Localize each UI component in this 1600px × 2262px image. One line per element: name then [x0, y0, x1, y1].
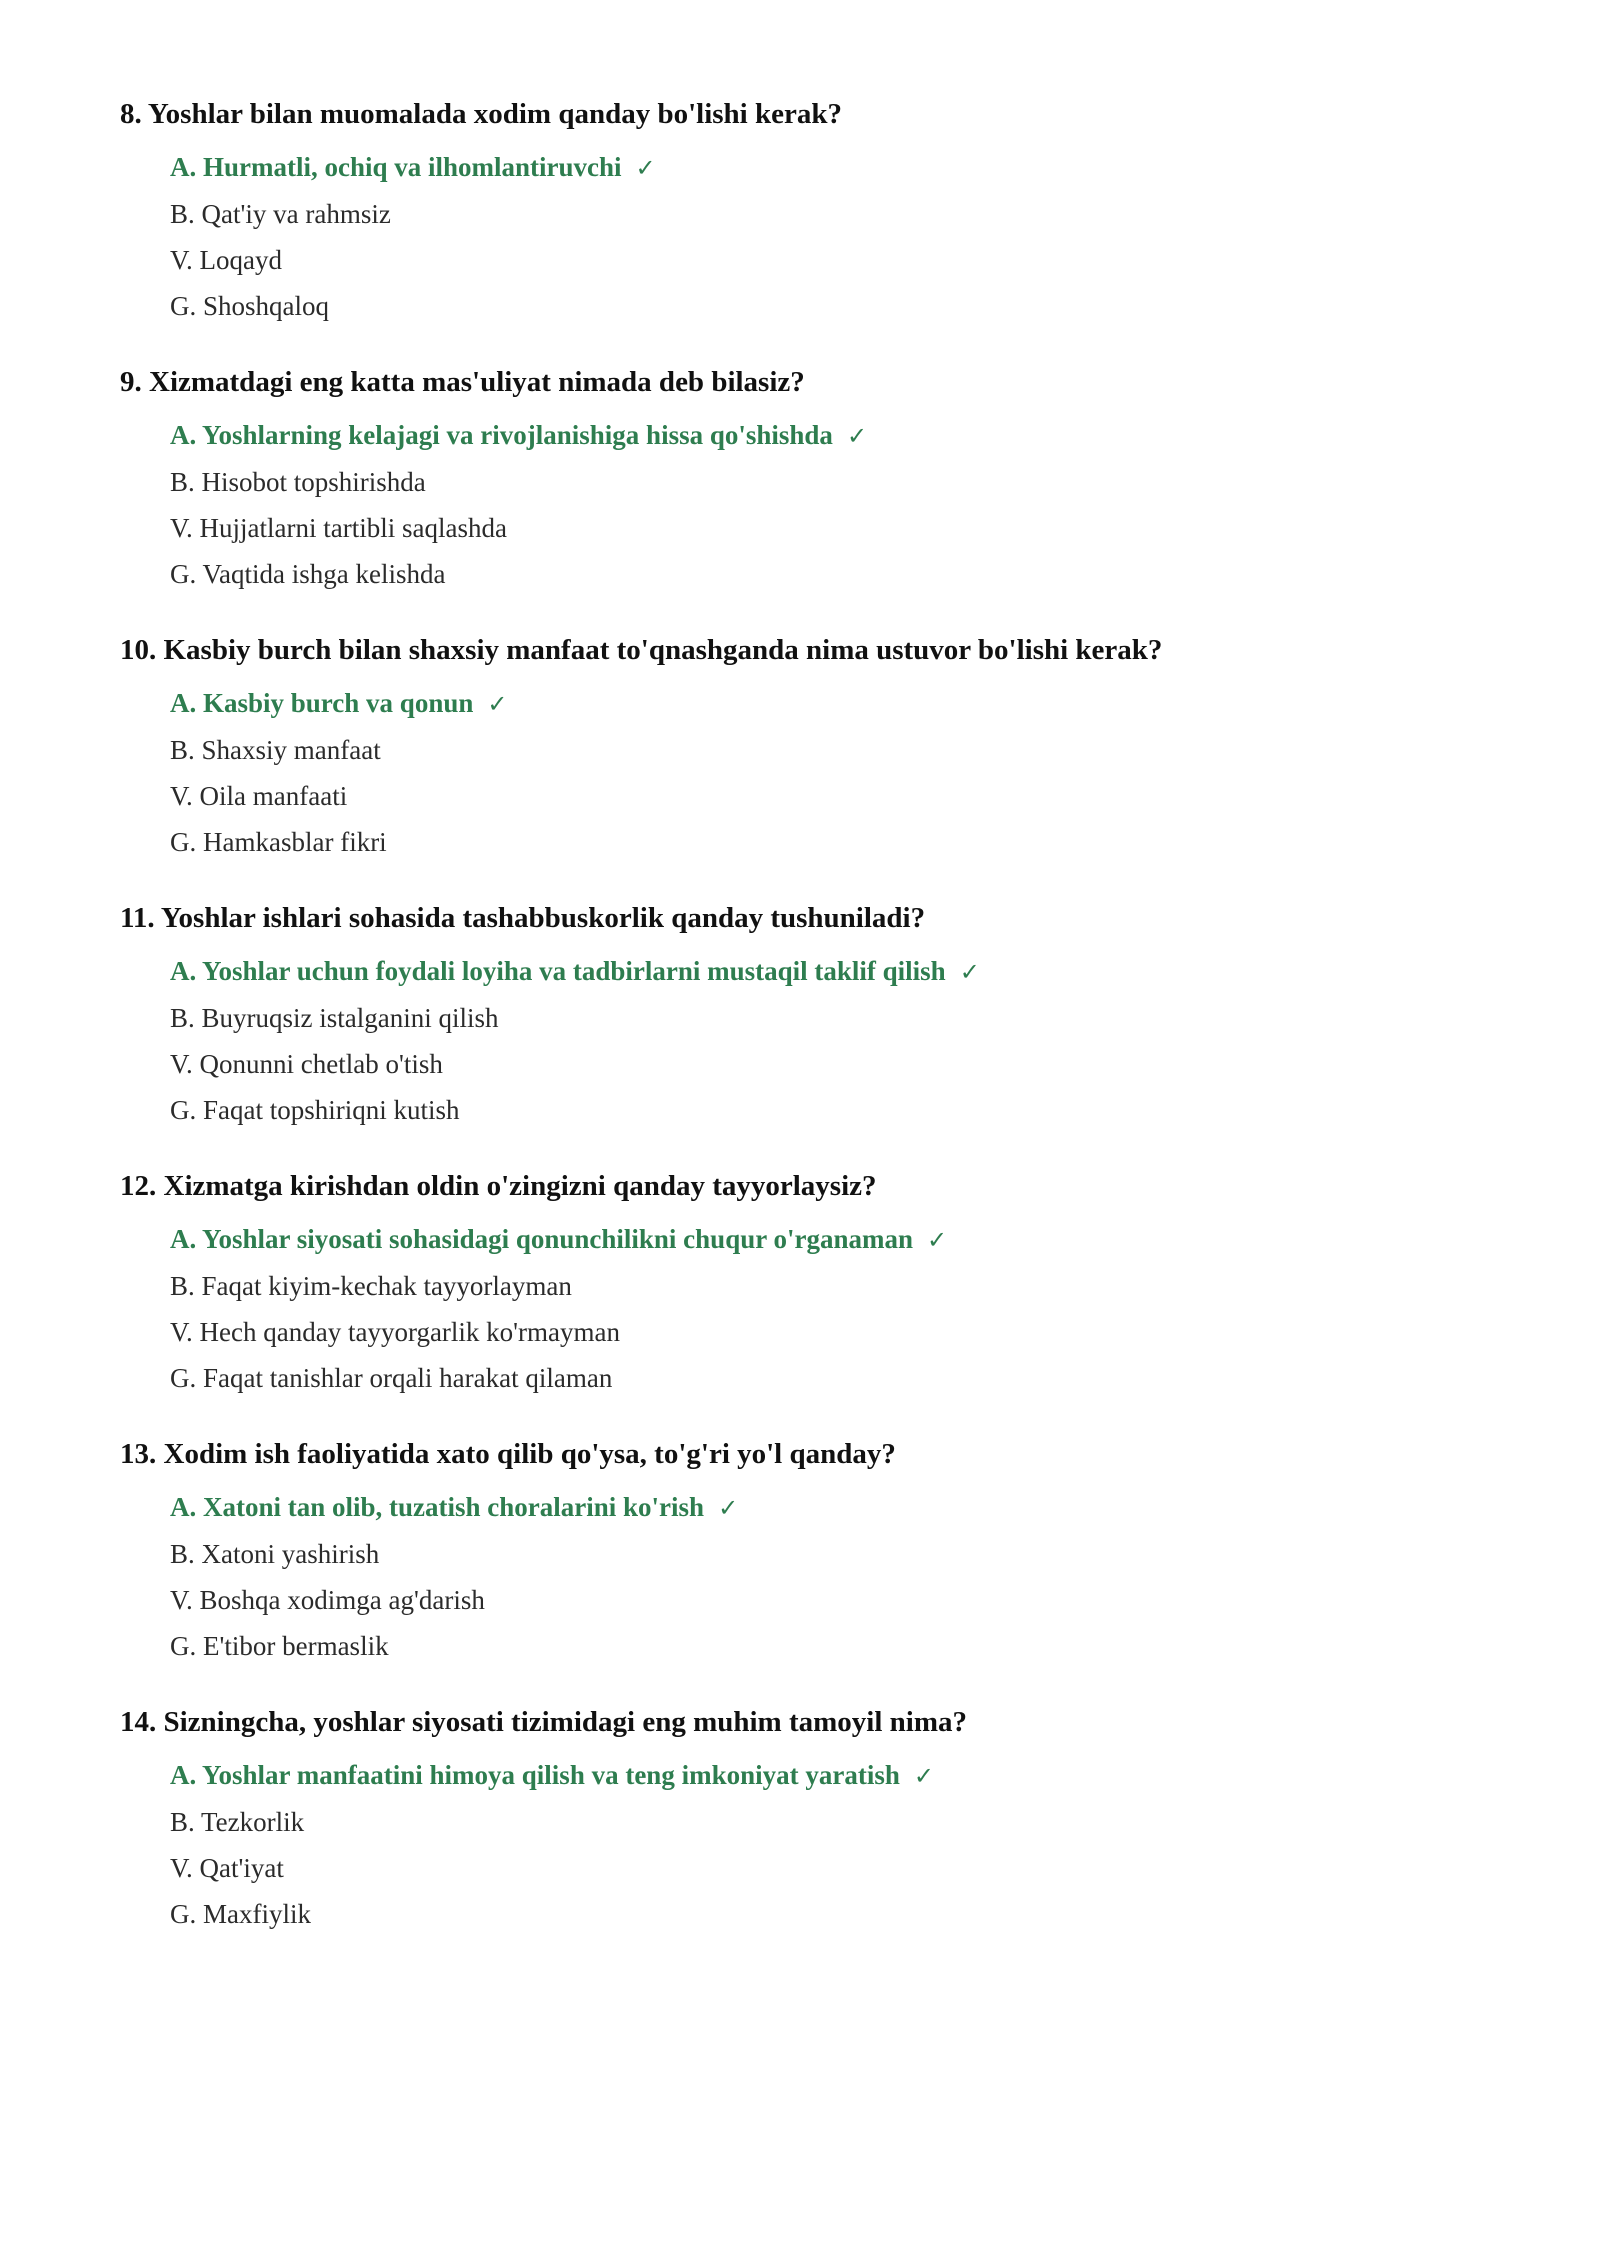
question-block — [120, 1436, 1520, 1669]
answer-option-text: B. Xatoni yashirish — [170, 1539, 380, 1569]
answer-option — [170, 1799, 1520, 1845]
answer-option-text: G. Shoshqaloq — [170, 291, 330, 321]
answer-option-text: B. Tezkorlik — [170, 1807, 305, 1837]
answer-option-correct — [170, 412, 1520, 459]
answer-option-correct — [170, 144, 1520, 191]
answer-option — [170, 1087, 1520, 1133]
answer-option-text: B. Shaxsiy manfaat — [170, 735, 381, 765]
answer-option — [170, 1263, 1520, 1309]
answer-options — [170, 1752, 1520, 1937]
answer-options — [170, 680, 1520, 865]
answer-option-text: B. Qat'iy va rahmsiz — [170, 199, 391, 229]
answer-option-text: A. Yoshlar manfaatini himoya qilish va teng imkoniyat yaratish — [170, 1760, 900, 1790]
question-title: 13. Xodim ish faoliyatida xato qilib qo'ysa, to'g'ri yo'l qanday? — [120, 1438, 896, 1470]
answer-option — [170, 1355, 1520, 1401]
answer-option — [170, 1309, 1520, 1355]
answer-option-text: G. Maxfiylik — [170, 1899, 311, 1929]
answer-option — [170, 1891, 1520, 1937]
answer-option — [170, 1577, 1520, 1623]
answer-option-text: V. Hech qanday tayyorgarlik ko'rmayman — [170, 1317, 620, 1347]
check-icon: ✓ — [846, 422, 868, 450]
question-title: 9. Xizmatdagi eng katta mas'uliyat nimada deb bilasiz? — [120, 366, 805, 398]
answer-option-text: B. Buyruqsiz istalganini qilish — [170, 1003, 499, 1033]
question-block — [120, 1704, 1520, 1937]
answer-option-text: A. Yoshlar uchun foydali loyiha va tadbirlarni mustaqil taklif qilish — [170, 956, 946, 986]
answer-option-correct — [170, 1752, 1520, 1799]
answer-option — [170, 1041, 1520, 1087]
question-title: 11. Yoshlar ishlari sohasida tashabbuskorlik qanday tushuniladi? — [120, 902, 926, 934]
answer-option — [170, 773, 1520, 819]
answer-option — [170, 551, 1520, 597]
answer-option-text: G. Faqat topshiriqni kutish — [170, 1095, 460, 1125]
answer-option-correct — [170, 1484, 1520, 1531]
check-icon: ✓ — [959, 958, 980, 986]
check-icon: ✓ — [913, 1762, 934, 1790]
question-title: 10. Kasbiy burch bilan shaxsiy manfaat to'qnashganda nima ustuvor bo'lishi kerak? — [120, 634, 1163, 666]
answer-option-text: V. Hujjatlarni tartibli saqlashda — [170, 513, 507, 543]
question-block — [120, 1168, 1520, 1401]
answer-option — [170, 995, 1520, 1041]
answer-option — [170, 459, 1520, 505]
answer-option — [170, 1623, 1520, 1669]
question-block — [120, 364, 1520, 597]
answer-option-correct — [170, 680, 1520, 727]
question-block — [120, 900, 1520, 1133]
answer-option-text: G. E'tibor bermaslik — [170, 1631, 389, 1661]
answer-option — [170, 819, 1520, 865]
answer-option-text: V. Oila manfaati — [170, 781, 348, 811]
check-icon: ✓ — [718, 1494, 739, 1522]
answer-option — [170, 191, 1520, 237]
answer-option — [170, 505, 1520, 551]
answer-options — [170, 948, 1520, 1133]
answer-option-text: B. Hisobot topshirishda — [170, 467, 426, 497]
answer-options — [170, 412, 1520, 597]
question-title: 12. Xizmatga kirishdan oldin o'zingizni qanday tayyorlaysiz? — [120, 1170, 877, 1202]
answer-option-text: B. Faqat kiyim-kechak tayyorlayman — [170, 1271, 572, 1301]
check-icon: ✓ — [927, 1226, 948, 1254]
answer-option — [170, 727, 1520, 773]
answer-option — [170, 1531, 1520, 1577]
question-title: 8. Yoshlar bilan muomalada xodim qanday bo'lishi kerak? — [120, 98, 842, 130]
answer-options — [170, 1216, 1520, 1401]
answer-option-text: V. Loqayd — [170, 245, 282, 275]
check-icon: ✓ — [487, 690, 508, 718]
answer-option-text: A. Kasbiy burch va qonun — [170, 688, 474, 718]
answer-option — [170, 283, 1520, 329]
answer-option-text: A. Yoshlarning kelajagi va rivojlanishiga hissa qo'shishda — [170, 420, 833, 450]
check-icon: ✓ — [635, 154, 656, 182]
answer-option-text: A. Yoshlar siyosati sohasidagi qonunchilikni chuqur o'rganaman — [170, 1224, 913, 1254]
answer-option-text: V. Qonunni chetlab o'tish — [170, 1049, 443, 1079]
answer-option-text: V. Qat'iyat — [170, 1853, 284, 1883]
answer-option-correct — [170, 948, 1520, 995]
answer-option-text: G. Hamkasblar fikri — [170, 827, 387, 857]
question-block — [120, 96, 1520, 329]
answer-option-text: G. Vaqtida ishga kelishda — [170, 559, 446, 589]
answer-option-correct — [170, 1216, 1520, 1263]
question-title: 14. Sizningcha, yoshlar siyosati tizimidagi eng muhim tamoyil nima? — [120, 1706, 967, 1738]
answer-option-text: V. Boshqa xodimga ag'darish — [170, 1585, 485, 1615]
answer-options — [170, 144, 1520, 329]
answer-option-text: G. Faqat tanishlar orqali harakat qilaman — [170, 1363, 613, 1393]
answer-option — [170, 237, 1520, 283]
answer-option-text: A. Xatoni tan olib, tuzatish choralarini ko'rish — [170, 1492, 705, 1522]
question-block — [120, 632, 1520, 865]
answer-options — [170, 1484, 1520, 1669]
answer-option — [170, 1845, 1520, 1891]
answer-option-text: A. Hurmatli, ochiq va ilhomlantiruvchi — [170, 152, 622, 182]
